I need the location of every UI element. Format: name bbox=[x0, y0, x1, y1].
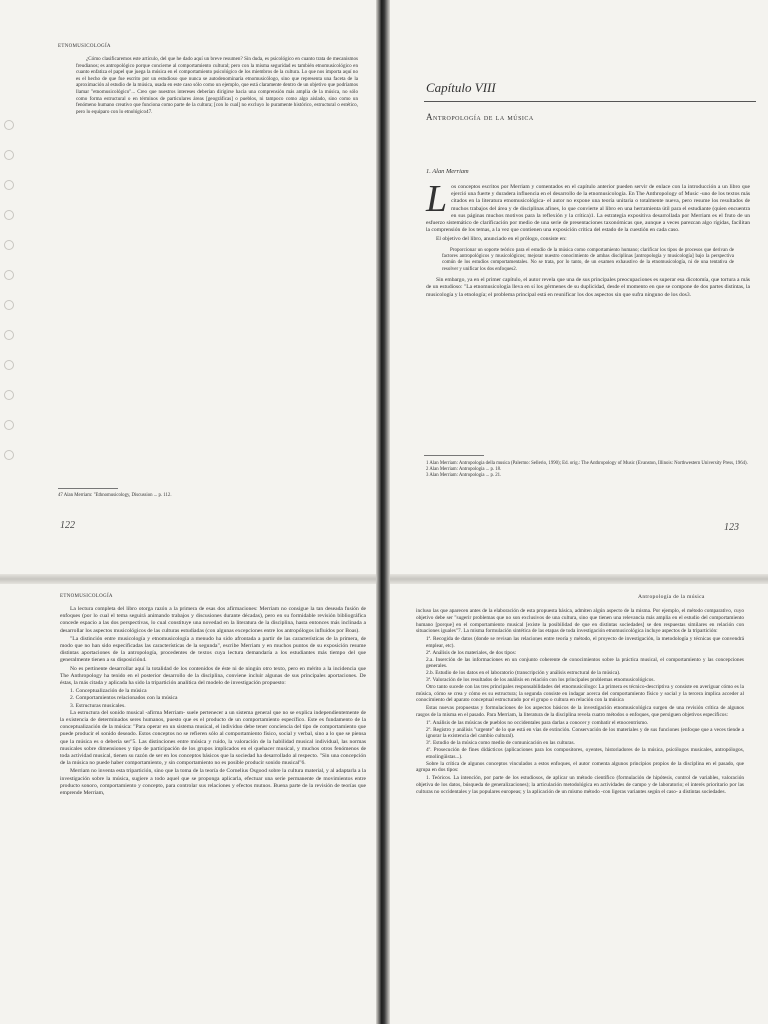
page-number: 122 bbox=[60, 520, 75, 531]
chapter-number: Capítulo VIII bbox=[426, 80, 496, 95]
paragraph: Merriam no inventa esta tripartición, sino que la toma de la teoría de Cornelius Osgood sobre la cultura material, y al adaptarla a la investigación sobre la música, sugiere a todo aquel que se proponga aplicarla, efectuar una serie permanente de movimientos entre producto sonoro, comportamiento y concepto, para controlar sus relaciones y efectos mutuos. Buena parte de la revisión de teorías que emprende Merriam, bbox=[60, 768, 366, 797]
paragraph: os conceptos escritos por Merriam y comentados en el capítulo anterior pueden servir de enlace con la introducción a un libro que ejerció una fuerte y duradera influencia en el desarrollo de la etnomusicología. En The Anthropology of Music -uno de los textos más citados en la literatura etnomusicológica- el autor no expone una teoría unitaria o totalmente nueva, pero resume los resultados de muchos trabajos del área y de disciplinas afines, lo que convierte al libro en una herramienta útil para el estudiante (quien encuentra en sus páginas muchos motivos para la reflexión y la crítica)1. La estrategia expositiva desarrollada por Merriam es el fruto de un esfuerzo sistemático de clarificación por medio de una serie de presentaciones taxonómicas que, aunque a veces parezcan algo rígidas, facilitan la comprensión de los temas, a la vez que contienen una exposición crítica del estado de la cuestión en cada caso. bbox=[426, 184, 750, 234]
list-item: 2º. Registro y análisis "urgente" de lo que está en vías de extinción. Conservación de los materiales y de sus funciones (enfoque que a veces tiende a ignorar la existencia del cambio cultural). bbox=[426, 726, 744, 740]
running-head: ETNOMUSICOLOGÍA bbox=[60, 594, 113, 599]
list-item: 2.b. Estudio de los datos en el laboratorio (transcripción y análisis estructural de la música). bbox=[426, 670, 621, 677]
list-item: 2.a. Inserción de las informaciones en un conjunto coherente de conocimientos sobre la práctica musical, el comportamiento y las concepciones generales. bbox=[426, 656, 744, 670]
footnote: 2 Alan Merriam: Antropologia ... p. 18. bbox=[426, 467, 502, 472]
binder-hole bbox=[4, 300, 14, 310]
paragraph: Otro tanto sucede con las tres principales responsabilidades del etnomusicólogo: La primera es técnico-descriptiva y consiste en averiguar cómo es la música, cómo se crea y cómo es su estructura; la segunda consiste en indagar acerca del comportamiento físico y social y la tercera implica acceder al conocimiento del aparato conceptual estructurado por el grupo o cultura en relación con la música bbox=[416, 683, 744, 704]
block-quote bbox=[76, 56, 358, 116]
book-spine bbox=[376, 0, 390, 1024]
approaches-list bbox=[416, 720, 744, 761]
binder-hole bbox=[4, 330, 14, 340]
body-text bbox=[426, 178, 750, 300]
list-item: 3º. Estudio de la música como medio de comunicación en las culturas. bbox=[426, 740, 575, 747]
paragraph: La lectura completa del libro otorga razón a la primera de esas dos afirmaciones: Merriam no consigue la tan deseada fusión de enfoques (por lo cual el tema seguirá animando trabajos y discusiones durante décadas), pero en su formidable revisión bibliográfica concede espacio a las dos perspectivas, lo cual constituye una novedad en la literatura de la disciplina, hasta entonces más inclinada a desarrollar los aspectos musicológicos de las culturas estudiadas (con algunas excepciones entre los antropólogos influidos por Boas). bbox=[60, 606, 366, 634]
footnote: 3 Alan Merriam: Antropologia ... p. 21. bbox=[426, 473, 502, 478]
paragraph: La estructura del sonido musical -afirma Merriam- suele pertenecer a un sistema general que no se explica independientemente de la existencia de determinados seres humanos, puesto que es el producto de un comportamiento específico. Este es fundamento de la conceptualización de la música: "Para operar en un sistema musical, el individuo debe tener conciencia del tipo de comportamiento que puede producir el sonido deseado. Estos conceptos no se refieren sólo al comportamiento físico, social y verbal, sino a lo que se piensa que la música es o debería ser"5. Las distinciones entre música y ruido, la valoración de la habilidad musical individual, las normas musicales sobre dimensiones y tipo de participación de los grupos implicados en el quehacer musical, y muchos otros fenómenos de toda actividad musical, tienen su razón de ser en los conceptos básicos que la sociedad ha desarrollado al respecto. "Sin una concepción de la música no puede haber comportamiento, y sin comportamiento no es posible producir sonido musical"6. bbox=[60, 709, 366, 767]
paragraph: Estas nuevas propuestas y formulaciones de los aspectos básicos de la investigación etnomusicológica surgen de una revisión crítica de algunos rasgos de la misma en el pasado. Para Merriam, la literatura de la disciplina revela cuatro métodos o enfoques, que persiguen objetivos específicos: bbox=[416, 705, 744, 718]
binder-hole bbox=[4, 390, 14, 400]
binder-hole bbox=[4, 450, 14, 460]
paragraph: Sin embargo, ya en el primer capítulo, el autor revela que una de sus principales preocupaciones es superar esa dicotomía, que tortura a más de un estudioso: "La etnomusicología lleva en sí los gérmenes de su duplicidad, desde el momento en que se compone de dos partes distintas, la musicología y la etnología; el problema principal está en reunificar los dos aspectos sin que sufra ninguno de los dos3. bbox=[426, 277, 750, 298]
paragraph: Sobre la crítica de algunos conceptos vinculados a estos enfoques, el autor comenta algunos principios propios de la disciplina en el pasado, que agrupa en dos tipos: bbox=[416, 760, 744, 774]
paragraph: No es pertinente desarrollar aquí la totalidad de los contenidos de éste ni de ningún otro texto, pero en mérito a la incidencia que The Anthropology ha tenido en el posterior desarrollo de la disciplina, conviene incluir algunas de sus principales aportaciones. De éstas, la más citada y aplicada ha sido la tripartición analítica del modelo de investigación propuesto: bbox=[60, 665, 366, 687]
binder-hole bbox=[4, 180, 14, 190]
list-item: 1ª. Recogida de datos (donde se revisan las relaciones entre teoría y método, el proyecto de investigación, la metodología y técnicas que convendrá emplear, etc). bbox=[426, 636, 744, 649]
footnote: 1 Alan Merriam: Antropologia della musica (Palermo: Sellerio, 1990); Ed. orig.: The Anthropology of Music (Evanston, Illinois: Northwestern University Press, 1964). bbox=[426, 461, 748, 466]
drop-cap: L bbox=[426, 178, 448, 220]
body-text bbox=[416, 608, 744, 797]
page-number: 123 bbox=[724, 522, 739, 533]
list-item: 1º. Análisis de las músicas de pueblos no occidentales para darlas a conocer y combatir el etnocentrismo. bbox=[426, 719, 649, 726]
binder-hole bbox=[4, 150, 14, 160]
page-125 bbox=[388, 582, 768, 1024]
running-head: ETNOMUSICOLOGÍA bbox=[58, 44, 111, 49]
paragraph: El objetivo del libro, anunciado en el prólogo, consiste en: bbox=[436, 236, 567, 243]
list-item: 1. Conceptualización de la música bbox=[70, 688, 147, 695]
paragraph: 1. Teóricos. La intención, por parte de los estudiosos, de aplicar un método científico (formulación de hipótesis, control de variables, valoración objetiva de los datos, búsqueda de generalizaciones); la articulación metodológica en actividades de campo y de laboratorio; el interés prioritario por las culturas no occidentales y las populares europeas; y la aplicación de un mismo método -con ligeras variantes según el caso- a distintas sociedades. bbox=[416, 775, 744, 795]
page-124 bbox=[0, 582, 378, 1024]
body-text bbox=[60, 606, 366, 798]
quote-text: ¿Cómo clasificaremos este artículo, del que he dado aquí un breve resumen? Sin duda, es psicológico en cuanto trata de mecanismos freudianos; es antropológico porque concierne al comportamiento cultural; pero con la misma seguridad es también etnomusicológico en cuanto enfatiza el papel que juega la música en el comportamiento psicológico de los miembros de la cultura. Lo que nos importa aquí no es el hecho de que fue escrito por un estudioso que nunca se autodenominaría etnomusicólogo, sino que representa una faceta de la aproximación al estudio de la música, usada en este caso sólo como un ejemplo, que está claramente dentro de un objetivo que podríamos llamar "etnomusicológico"... Creo que nuestros intereses deberían dirigirse hacia una comprensión más amplia de la música, no sólo como forma estructural o en términos de particulares áreas [geográficas] o pueblos, ni tampoco como algo aislado, sino como un fenómeno humano creativo que funciona como parte de la cultura; [con lo cual] no excluyo lo puramente histórico, estructural o estético, pero lo equiparo con lo etnológico47. bbox=[76, 56, 358, 115]
footnote-rule bbox=[58, 488, 118, 489]
binder-hole bbox=[4, 240, 14, 250]
running-head: Antropología de la música bbox=[638, 594, 705, 600]
binder-hole bbox=[4, 210, 14, 220]
block-quote: Proporcionar un soporte teórico para el estudio de la música como comportamiento humano; clarificar los tipos de procesos que derivan de factores antropológicos y musicológicos; mejorar nuestro conocimiento de ambas disciplinas [antropología y musicología] bajo la perspectiva común de los estudios comportamentales. No se trata, por lo tanto, de un examen exhaustivo de la etnomusicología, ni de una tentativa de resolver y unificar los dos enfoques2. bbox=[442, 247, 734, 272]
chapter-rule bbox=[424, 101, 756, 102]
section-heading: 1. Alan Merriam bbox=[426, 168, 469, 175]
footnote: 47 Alan Merriam: "Ethnomusicology, Discussion ... p. 112. bbox=[58, 493, 172, 498]
paragraph: "La distinción entre musicología y etnomusicología a menudo ha sido afrontada a partir de las características de la primera, de modo que no han sido especificadas las características de la segunda", escribe Merriam y en muchos puntos de su exposición resume distintas aportaciones de la antropología, procedentes de textos cuya lectura demandaría a los estudiantes más tiempo del que generalmente tienen a su disposición4. bbox=[60, 635, 366, 664]
page-123 bbox=[388, 0, 768, 578]
binder-hole bbox=[4, 120, 14, 130]
list-item: 3. Estructuras musicales. bbox=[70, 702, 126, 709]
binder-hole bbox=[4, 270, 14, 280]
list-item: 4º. Prosecución de fines didácticos (aplicaciones para los compositores, oyentes, historiadores de la música, psicólogos musicales, antropólogos, etnolingüistas...). bbox=[426, 746, 744, 760]
list-item: 2ª. Análisis de los materiales, de dos tipos: bbox=[426, 649, 517, 656]
list-item: 2. Comportamientos relacionados con la música bbox=[70, 695, 178, 702]
page-122 bbox=[0, 0, 378, 578]
tripartition-list bbox=[60, 688, 366, 710]
footnote-rule bbox=[424, 455, 484, 456]
footnotes bbox=[426, 461, 750, 479]
chapter-title: Antropología de la música bbox=[426, 112, 534, 122]
stages-list bbox=[416, 636, 744, 684]
binder-hole bbox=[4, 420, 14, 430]
binder-hole bbox=[4, 360, 14, 370]
list-item: 3ª. Valoración de los resultados de los análisis en relación con los principales problemas etnomusicológicos. bbox=[426, 676, 655, 683]
paragraph: incluso las que aparecen antes de la elaboración de esta propuesta básica, admiten algún aspecto de la misma. Por ejemplo, el método comparativo, cuyo objetivo debe ser "sugerir problemas que no son exclusivos de una cultura, sino que tienen una relevancia más amplia en el estudio del comportamiento humano [porque] en el comportamiento musical [existe la posibilidad de que en distintas sociedades] se den respuestas similares en relación con situaciones iguales"7. La misma formulación sintética de las etapas de toda investigación etnomusicológica incluye aspectos de la tripartición: bbox=[416, 608, 744, 635]
